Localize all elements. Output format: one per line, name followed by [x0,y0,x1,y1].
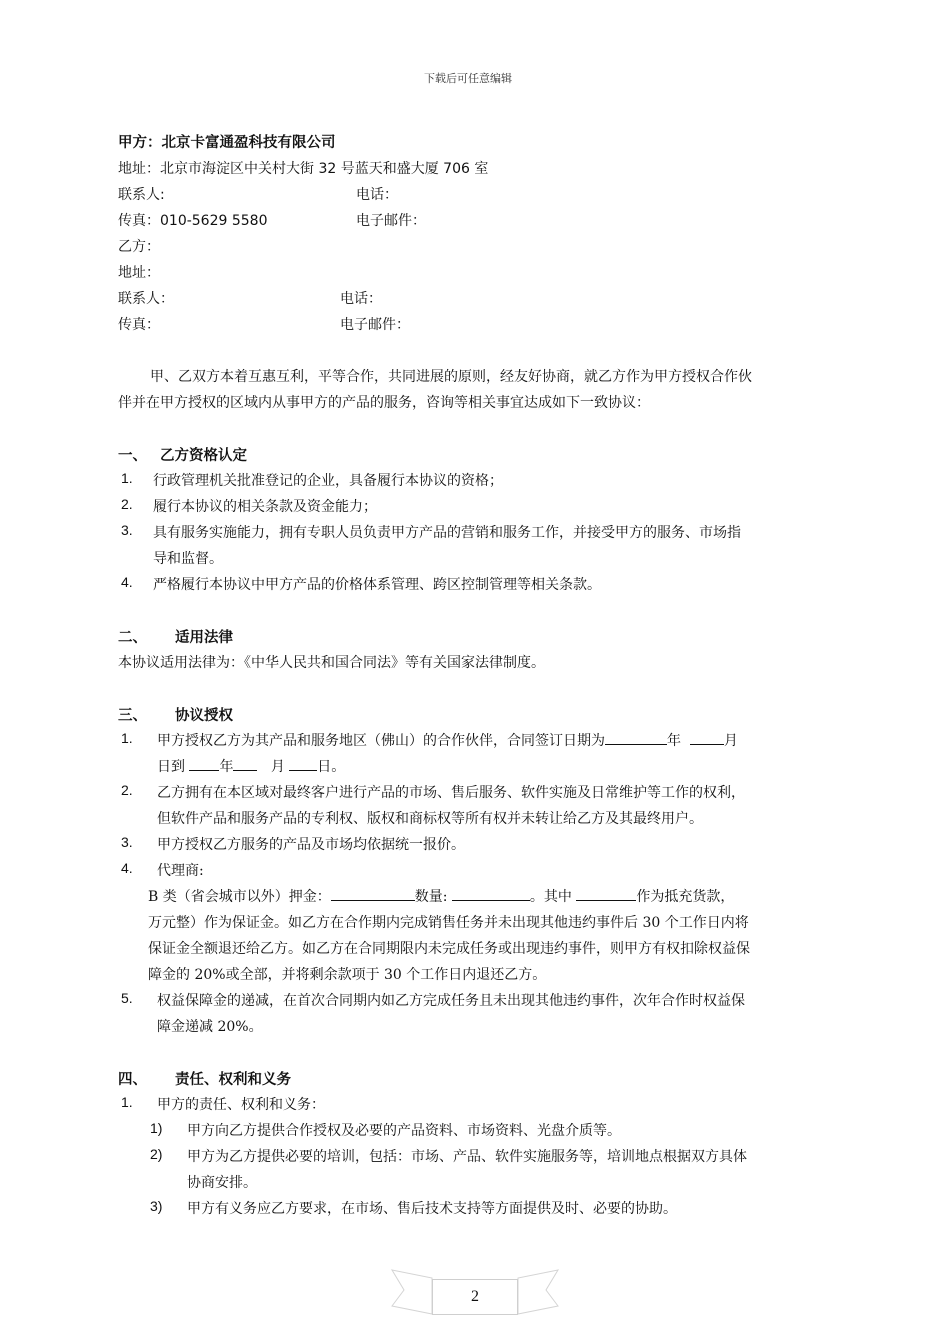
party-b-label: 乙方： [118,239,160,255]
section-title: 责任、权利和义务 [175,1072,291,1088]
item-text: 甲方授权乙方服务的产品及市场均依据统一报价。 [157,837,465,853]
item-number: 2. [121,496,133,512]
item-number: 4. [121,860,133,876]
item-text: 甲方的责任、权利和义务： [157,1097,325,1113]
subitem-number: 2) [150,1146,163,1162]
blank-quantity [452,886,530,901]
party-a-contact-label: 联系人: [118,187,165,203]
item-text: 严格履行本协议中甲方产品的价格体系管理、跨区控制管理等相关条款。 [153,577,601,593]
subitem-number: 3) [150,1198,163,1214]
item-number: 2. [121,782,133,798]
item-text: 代理商: [157,863,204,879]
item-text: 保证金全额退还给乙方。如乙方在合同期限内未完成任务或出现违约事件，则甲方有权扣除权益保 [148,941,750,957]
blank-offset [576,886,636,901]
party-a-line [118,131,336,152]
item-number: 3. [121,834,133,850]
party-a-phone-label: 电话： [356,187,398,203]
section-number: 一、 [118,448,147,464]
party-b-phone-label: 电话： [340,291,382,307]
item-number: 1. [121,470,133,486]
item-text: 但软件产品和服务产品的专利权、版权和商标权等所有权并未转让给乙方及其最终用户。 [157,811,703,827]
party-a-name: 北京卡富通盈科技有限公司 [161,135,336,151]
subitem-text: 甲方向乙方提供合作授权及必要的产品资料、市场资料、光盘介质等。 [187,1123,621,1139]
party-a-address: 地址：北京市海淀区中关村大街 32 号蓝天和盛大厦 706 室 [118,161,489,177]
offset-label: 作为抵充货款， [636,889,735,905]
subitem-text: 协商安排。 [187,1175,257,1191]
blank-month2 [233,756,257,771]
deposit-label: B 类（省会城市以外）押金： [148,889,331,905]
intro-line: 甲、乙双方本着互惠互利，平等合作，共同进展的原则，经友好协商，就乙方作为甲方授权合作伙 [150,369,752,385]
item-text: 导和监督。 [153,551,223,567]
section-number: 四、 [118,1072,147,1088]
party-b-address-label: 地址： [118,265,160,281]
year-label: 年 [667,733,681,749]
item-text-part: 甲方授权乙方为其产品和服务地区（佛山）的合作伙伴，合同签订日期为 [157,733,605,749]
item-text: 具有服务实施能力，拥有专职人员负责甲方产品的营销和服务工作，并接受甲方的服务、市场指 [153,525,741,541]
among-label: 。其中 [529,889,572,905]
page-number: 2 [471,1288,479,1305]
page-number-box [432,1279,518,1315]
subitem-text: 甲方有义务应乙方要求，在市场、售后技术支持等方面提供及时、必要的协助。 [187,1201,677,1217]
intro-line: 伴并在甲方授权的区域内从事甲方的产品的服务，咨询等相关事宜达成如下一致协议： [118,395,650,411]
section-title: 适用法律 [175,630,233,646]
item-text: 行政管理机关批准登记的企业，具备履行本协议的资格； [153,473,503,489]
item-number: 1. [121,1094,133,1110]
blank-year [605,730,667,745]
party-b-contact-label: 联系人： [118,291,174,307]
item-text: 履行本协议的相关条款及资金能力； [153,499,377,515]
subitem-text: 甲方为乙方提供必要的培训，包括：市场、产品、软件实施服务等，培训地点根据双方具体 [187,1149,747,1165]
item-text: 障金递减 20%。 [157,1019,263,1035]
item-text [157,756,345,776]
party-a-fax: 传真：010-5629 5580 [118,213,268,229]
month-label: 月 [270,759,285,775]
item-number: 3. [121,522,133,538]
item-text: 权益保障金的递减，在首次合同期内如乙方完成任务且未出现其他违约事件，次年合作时权益保 [157,993,745,1009]
blank-deposit [331,886,415,901]
subitem-number: 1) [150,1120,163,1136]
item-text [157,730,738,750]
item-number: 4. [121,574,133,590]
quantity-label: 数量: [414,889,448,905]
item-text: 障金的 20%或全部，并将剩余款项于 30 个工作日内退还乙方。 [148,967,547,983]
blank-day2 [289,756,317,771]
item-text: 万元整）作为保证金。如乙方在合作期内完成销售任务并未出现其他违约事件后 30 个工作日内将 [148,915,749,931]
day-prefix: 日到 [157,759,185,775]
item-text: 乙方拥有在本区域对最终客户进行产品的市场、售后服务、软件实施及日常维护等工作的权利， [157,785,745,801]
year-label: 年 [219,759,234,775]
section-title: 协议授权 [175,708,233,724]
section-number: 三、 [118,708,147,724]
header-note: 下载后可任意编辑 [424,72,512,85]
party-a-email-label: 电子邮件： [356,213,426,229]
item-text [148,886,734,906]
section-title: 乙方资格认定 [160,448,247,464]
month-label: 月 [723,733,738,749]
blank-month [690,730,724,745]
day-label: 日。 [317,759,346,775]
blank-year2 [189,756,219,771]
section-number: 二、 [118,630,147,646]
item-number: 1. [121,730,133,746]
party-a-label: 甲方： [118,135,162,151]
section-text: 本协议适用法律为：《中华人民共和国合同法》等有关国家法律制度。 [118,655,545,671]
party-b-email-label: 电子邮件： [340,317,410,333]
party-b-fax-label: 传真： [118,317,160,333]
item-number: 5. [121,990,133,1006]
